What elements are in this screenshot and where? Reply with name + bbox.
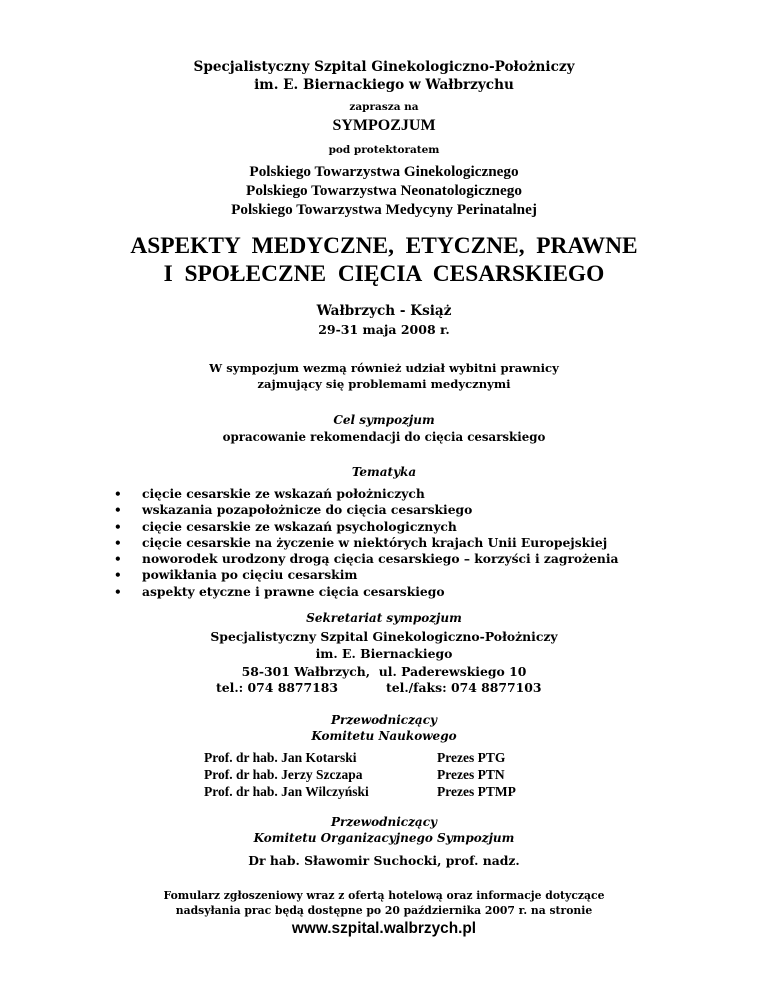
main-title-line1: ASPEKTY MEDYCZNE, ETYCZNE, PRAWNE [130, 233, 638, 259]
member-name: Prof. dr hab. Jan Wilczyński [204, 784, 369, 799]
main-title-line2: I SPOŁECZNE CIĘCIA CESARSKIEGO [163, 261, 605, 287]
goal-text: opracowanie rekomendacji do cięcia cesarskiego [222, 430, 546, 444]
table-row [204, 783, 516, 800]
event-place: Wałbrzych - Książ [316, 303, 452, 319]
member-name: Prof. dr hab. Jerzy Szczapa [204, 767, 363, 782]
patronage-intro: pod protektoratem [328, 144, 440, 156]
table-row [204, 749, 516, 766]
list-item: • cięcie cesarskie ze wskazań psychologicznych [112, 519, 619, 535]
event-date: 29-31 maja 2008 r. [318, 322, 450, 337]
member-name: Prof. dr hab. Jan Kotarski [204, 750, 357, 765]
symposium-label: SYMPOZJUM [332, 117, 436, 134]
scientific-committee-heading-line1: Przewodniczący [331, 713, 437, 727]
member-role: Prezes PTN [437, 767, 505, 782]
list-item: • wskazania pozapołożnicze do cięcia cesarskiego [112, 502, 619, 518]
patron-ptn: Polskiego Towarzystwa Neonatologicznego [246, 182, 522, 199]
list-item: • cięcie cesarskie na życzenie w niektórych krajach Unii Europejskiej [112, 535, 619, 551]
secretariat-phone: tel.: 074 8877183 [216, 680, 339, 695]
patron-ptmp: Polskiego Towarzystwa Medycyny Perinatalnej [231, 201, 537, 218]
website-link[interactable]: www.szpital.walbrzych.pl [291, 920, 477, 937]
scientific-committee-table [204, 749, 516, 800]
organizing-committee-heading-line2: Komitetu Organizacyjnego Sympozjum [253, 831, 515, 845]
goal-heading: Cel sympozjum [333, 413, 435, 427]
institution-name: Specjalistyczny Szpital Ginekologiczno-Położniczy [193, 59, 575, 75]
lawyers-note-line1: W sympozjum wezmą również udział wybitni prawnicy [209, 361, 559, 375]
institution-patron: im. E. Biernackiego w Wałbrzychu [254, 77, 514, 93]
table-row [204, 766, 516, 783]
organizing-committee-heading-line1: Przewodniczący [331, 815, 437, 829]
list-item: • noworodek urodzony drogą cięcia cesarskiego – korzyści i zagrożenia [112, 551, 619, 567]
organizing-committee-chair: Dr hab. Sławomir Suchocki, prof. nadz. [248, 853, 520, 868]
scientific-committee-heading-line2: Komitetu Naukowego [311, 729, 457, 743]
member-role: Prezes PTMP [437, 784, 516, 799]
topics-list [112, 486, 619, 600]
secretariat-fax: tel./faks: 074 8877103 [386, 680, 542, 695]
list-item: • powikłania po cięciu cesarskim [112, 567, 619, 583]
patron-ptg: Polskiego Towarzystwa Ginekologicznego [249, 163, 519, 180]
list-item: • cięcie cesarskie ze wskazań położniczych [112, 486, 619, 502]
secretariat-heading: Sekretariat sympozjum [306, 611, 462, 625]
footer-info-line1: Fomularz zgłoszeniowy wraz z ofertą hotelową oraz informacje dotyczące [163, 889, 605, 902]
secretariat-institution: Specjalistyczny Szpital Ginekologiczno-Położniczy [210, 629, 558, 644]
invites-text: zaprasza na [349, 101, 419, 113]
footer-info-line2: nadsyłania prac będą dostępne po 20 października 2007 r. na stronie [175, 904, 593, 917]
secretariat-address: 58-301 Wałbrzych, ul. Paderewskiego 10 [241, 664, 527, 679]
secretariat-patron: im. E. Biernackiego [315, 646, 453, 661]
topics-heading: Tematyka [351, 465, 417, 479]
member-role: Prezes PTG [437, 750, 506, 765]
list-item: • aspekty etyczne i prawne cięcia cesarskiego [112, 584, 619, 600]
lawyers-note-line2: zajmujący się problemami medycznymi [257, 377, 511, 391]
